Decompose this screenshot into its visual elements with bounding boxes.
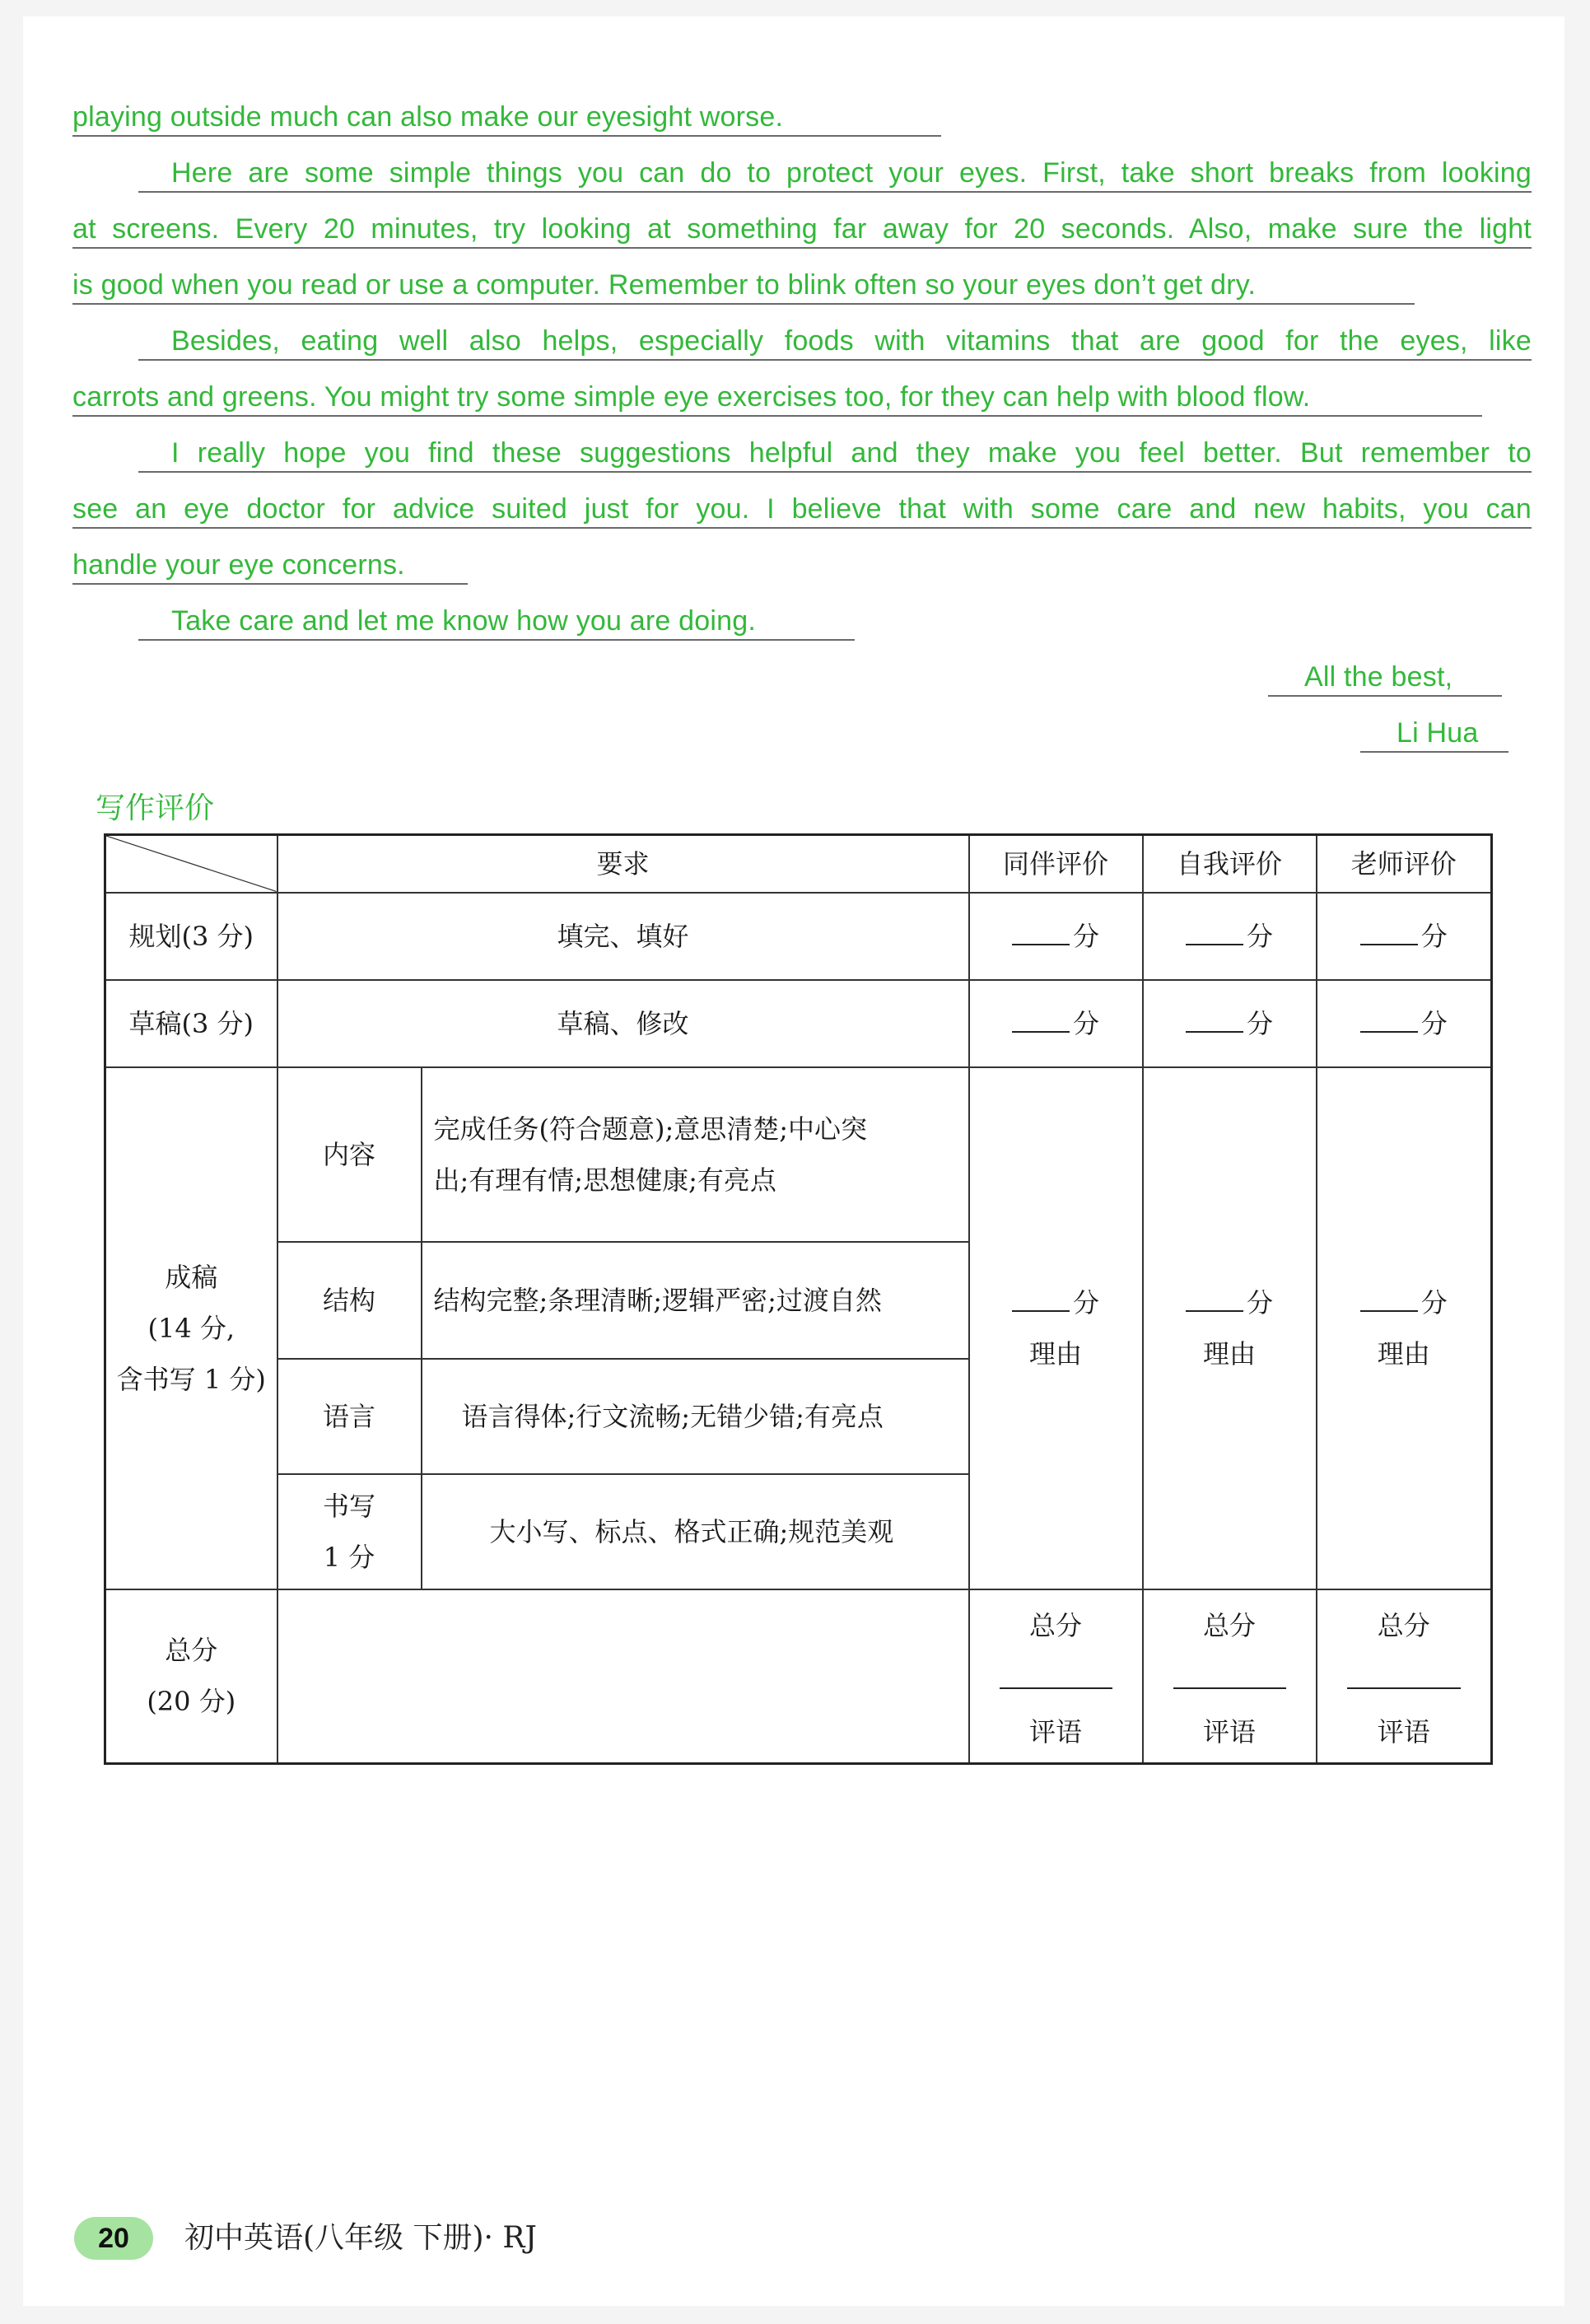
score-cell[interactable]	[1143, 980, 1317, 1067]
comment-label: 评语	[1377, 1716, 1430, 1748]
row-label-planning: 规划(3 分)	[105, 893, 277, 980]
diagonal-line	[106, 836, 277, 892]
total-label: 总分	[1029, 1609, 1083, 1641]
score-unit: 分	[1247, 920, 1274, 952]
final-label-line: 含书写 1 分)	[116, 1363, 266, 1395]
total-blank-line[interactable]	[1000, 1687, 1112, 1689]
sub-label-content: 内容	[277, 1067, 422, 1242]
letter-closing: All the best,	[1268, 659, 1502, 697]
sub-label-handwriting	[277, 1474, 422, 1589]
comment-label: 评语	[1203, 1716, 1257, 1748]
score-unit: 分	[1420, 1007, 1448, 1039]
letter-line: Here are some simple things you can do to protect your eyes. First, take short breaks from looking	[138, 155, 1532, 193]
score-cell[interactable]	[1317, 893, 1492, 980]
letter-line: Besides, eating well also helps, especially foods with vitamins that are good for the eyes, like	[138, 323, 1532, 361]
score-blank[interactable]	[1186, 1286, 1243, 1312]
handwriting-label-line: 书写	[322, 1490, 375, 1522]
section-label: 写作评价	[96, 791, 215, 825]
letter-line: at screens. Every 20 minutes, try looking at something far away for 20 seconds. Also, make sure the light	[72, 211, 1532, 249]
score-reason-cell[interactable]	[1317, 1067, 1492, 1589]
reason-label: 理由	[1029, 1337, 1083, 1370]
score-unit: 分	[1073, 1007, 1100, 1039]
desc-language: 语言得体;行文流畅;无错少错;有亮点	[422, 1359, 969, 1474]
score-cell[interactable]	[1317, 980, 1492, 1067]
diagonal-header-cell	[105, 835, 277, 893]
total-cell[interactable]	[1143, 1589, 1317, 1764]
desc-structure: 结构完整;条理清晰;逻辑严密;过渡自然	[422, 1242, 969, 1359]
score-unit: 分	[1247, 1007, 1274, 1039]
score-blank[interactable]	[1360, 919, 1418, 945]
score-blank[interactable]	[1360, 1006, 1418, 1033]
desc-content	[422, 1067, 969, 1242]
total-blank-line[interactable]	[1347, 1687, 1462, 1689]
desc-line: 出;有理有情;思想健康;有亮点	[433, 1164, 776, 1196]
evaluation-table	[104, 833, 1493, 1765]
header-teacher: 老师评价	[1317, 835, 1492, 893]
requirement-planning: 填完、填好	[277, 893, 969, 980]
score-blank[interactable]	[1360, 1286, 1418, 1312]
total-cell[interactable]	[1317, 1589, 1492, 1764]
total-label: 总分	[1377, 1609, 1430, 1641]
letter-line: Take care and let me know how you are doing.	[138, 603, 855, 641]
score-cell[interactable]	[969, 893, 1143, 980]
reason-label: 理由	[1377, 1337, 1430, 1370]
row-label-final	[105, 1067, 277, 1589]
score-reason-cell[interactable]	[1143, 1067, 1317, 1589]
final-label-line: (14 分,	[147, 1312, 235, 1344]
book-title: 初中英语(八年级 下册)· RJ	[184, 2221, 537, 2255]
header-requirement: 要求	[277, 835, 969, 893]
total-cell[interactable]	[969, 1589, 1143, 1764]
total-label: 总分	[1203, 1609, 1257, 1641]
score-blank[interactable]	[1186, 919, 1243, 945]
sub-label-language: 语言	[277, 1359, 422, 1474]
letter-line: I really hope you find these suggestions helpful and they make you feel better. But remember to	[138, 435, 1532, 473]
score-unit: 分	[1247, 1286, 1274, 1318]
handwriting-label-line: 1 分	[323, 1541, 375, 1573]
total-label-line: (20 分)	[147, 1686, 236, 1718]
page-number-badge: 20	[74, 2217, 153, 2260]
score-cell[interactable]	[969, 980, 1143, 1067]
letter-line: is good when you read or use a computer. Remember to blink often so your eyes don’t get dry.	[72, 267, 1415, 305]
letter-line: carrots and greens. You might try some simple eye exercises too, for they can help with blood flow.	[72, 379, 1482, 417]
final-label-line: 成稿	[165, 1261, 218, 1293]
letter-signature: Li Hua	[1360, 715, 1508, 753]
letter-line: see an eye doctor for advice suited just for you. I believe that with some care and new habits, you can	[72, 491, 1532, 529]
desc-line: 完成任务(符合题意);意思清楚;中心突	[433, 1113, 868, 1145]
score-unit: 分	[1420, 920, 1448, 952]
desc-handwriting: 大小写、标点、格式正确;规范美观	[422, 1474, 969, 1589]
score-blank[interactable]	[1012, 919, 1070, 945]
total-label-line: 总分	[165, 1635, 218, 1667]
reason-label: 理由	[1203, 1337, 1257, 1370]
score-unit: 分	[1420, 1286, 1448, 1318]
score-reason-cell[interactable]	[969, 1067, 1143, 1589]
letter-line: handle your eye concerns.	[72, 547, 468, 585]
letter-line: playing outside much can also make our eyesight worse.	[72, 99, 941, 137]
score-blank[interactable]	[1012, 1286, 1070, 1312]
header-self: 自我评价	[1143, 835, 1317, 893]
row-label-total	[105, 1589, 277, 1764]
header-peer: 同伴评价	[969, 835, 1143, 893]
score-blank[interactable]	[1012, 1006, 1070, 1033]
total-blank-line[interactable]	[1173, 1687, 1286, 1689]
total-blank-area	[277, 1589, 969, 1764]
row-label-draft: 草稿(3 分)	[105, 980, 277, 1067]
score-blank[interactable]	[1186, 1006, 1243, 1033]
score-cell[interactable]	[1143, 893, 1317, 980]
requirement-draft: 草稿、修改	[277, 980, 969, 1067]
comment-label: 评语	[1029, 1716, 1083, 1748]
sub-label-structure: 结构	[277, 1242, 422, 1359]
score-unit: 分	[1073, 1286, 1100, 1318]
score-unit: 分	[1073, 920, 1100, 952]
